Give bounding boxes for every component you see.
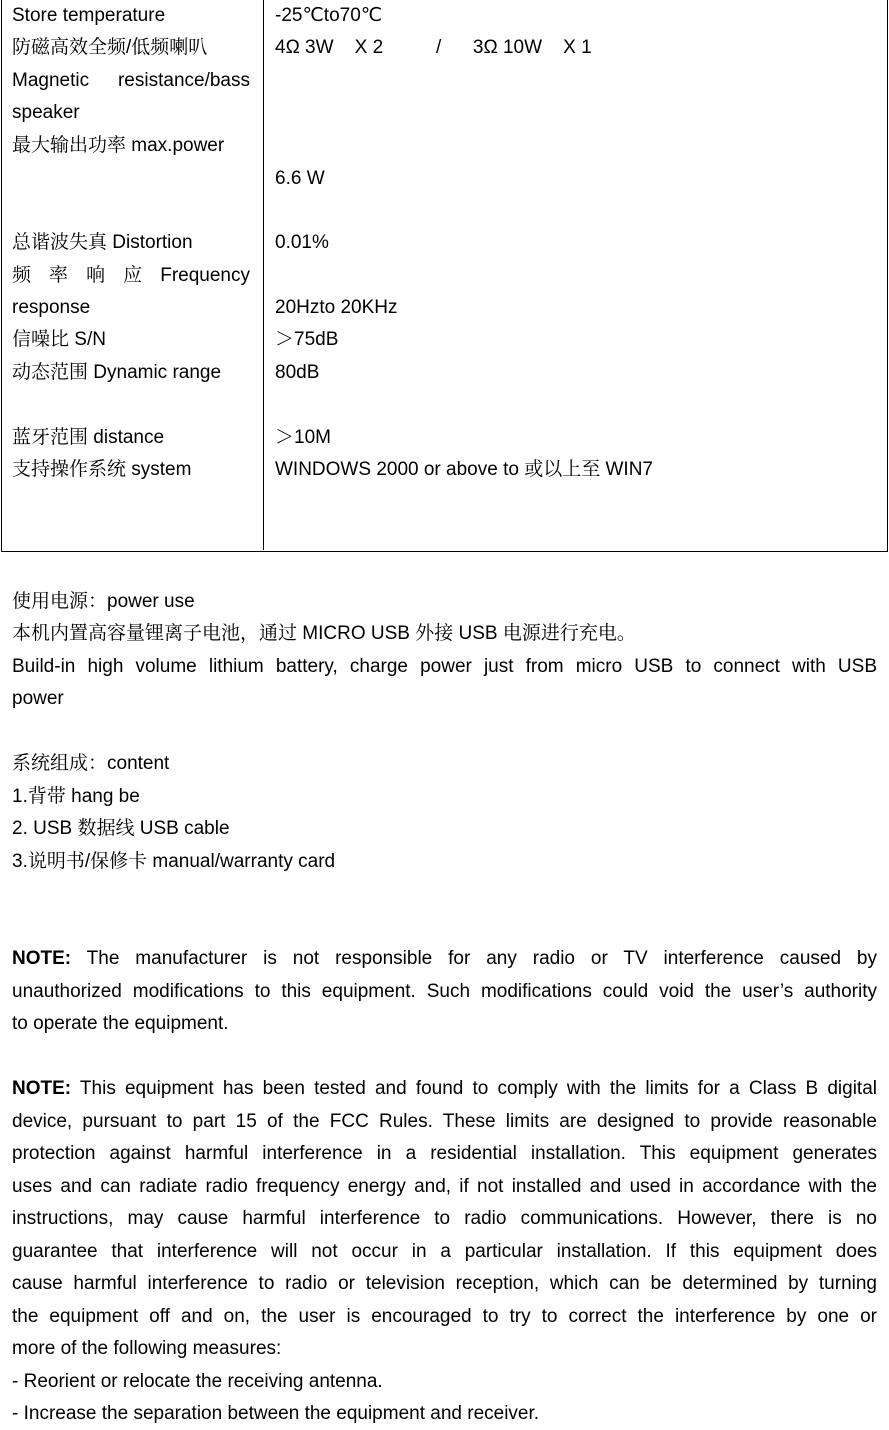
label-os-system: 支持操作系统 system: [12, 459, 192, 480]
label-max-power: 最大输出功率 max.power: [12, 135, 225, 156]
content-item: 1.背带 hang be: [12, 786, 140, 807]
value-dynamic-range: 80dB: [275, 362, 320, 383]
note2-line: device, pursuant to part 15 of the FCC Rules. These limits are designed to provide reasonable: [12, 1111, 877, 1132]
value-bt-distance: ＞10M: [275, 427, 331, 448]
note2-line: instructions, may cause harmful interference to radio communications. However, there is no: [12, 1208, 877, 1229]
power-heading: 使用电源：power use: [12, 591, 195, 612]
note1-label: NOTE:: [12, 948, 72, 969]
note2-line: - Reorient or relocate the receiving antenna.: [12, 1371, 383, 1392]
note1-line3: to operate the equipment.: [12, 1013, 229, 1034]
table-column-divider: [263, 0, 264, 550]
value-frequency: 20Hzto 20KHz: [275, 297, 398, 318]
content-item: 2. USB 数据线 USB cable: [12, 818, 230, 839]
note2-line: uses and can radiate radio frequency energy and, if not installed and used in accordance with the: [12, 1176, 877, 1197]
content-heading: 系统组成：content: [12, 753, 170, 774]
label-snr: 信噪比 S/N: [12, 329, 106, 350]
content-item: 3.说明书/保修卡 manual/warranty card: [12, 851, 336, 872]
note2-line: - Increase the separation between the equipment and receiver.: [12, 1403, 540, 1424]
value-os-system: WINDOWS 2000 or above to 或以上至 WIN7: [275, 459, 653, 480]
power-en-line1: Build-in high volume lithium battery, charge power just from micro USB to connect with USB: [12, 656, 877, 677]
label-bt-distance: 蓝牙范围 distance: [12, 427, 165, 448]
note2-line: more of the following measures:: [12, 1338, 282, 1359]
label-dynamic-range: 动态范围 Dynamic range: [12, 362, 222, 383]
label-speaker-zh: 防磁高效全频/低频喇叭: [12, 37, 208, 58]
note2-line: protection against harmful interference in a residential installation. This equipment generates: [12, 1143, 877, 1164]
note2-label: NOTE:: [12, 1078, 72, 1099]
label-distortion: 总谐波失真 Distortion: [12, 232, 193, 253]
value-max-power: 6.6 W: [275, 168, 325, 189]
label-speaker-en-cont: speaker: [12, 102, 80, 123]
note1-line1: NOTE: The manufacturer is not responsible for any radio or TV interference caused by: [12, 948, 877, 969]
value-store-temperature: -25℃to70℃: [275, 5, 383, 26]
value-speaker: 4Ω 3W X 2 / 3Ω 10W X 1: [275, 37, 592, 58]
power-zh: 本机内置高容量锂离子电池，通过 MICRO USB 外接 USB 电源进行充电。: [12, 623, 636, 644]
note2-line: NOTE: This equipment has been tested and found to comply with the limits for a Class B digital: [12, 1078, 877, 1099]
note2-line: the equipment off and on, the user is encouraged to try to correct the interference by one or: [12, 1306, 877, 1327]
value-snr: ＞75dB: [275, 329, 339, 350]
value-distortion: 0.01%: [275, 232, 329, 253]
label-store-temperature: Store temperature: [12, 5, 166, 26]
label-speaker-en: Magnetic resistance/bass: [12, 70, 250, 91]
label-frequency: 频 率 响 应 Frequency: [12, 265, 250, 286]
label-frequency-cont: response: [12, 297, 91, 318]
note2-line: guarantee that interference will not occur in a particular installation. If this equipment does: [12, 1241, 877, 1262]
note1-line2: unauthorized modifications to this equipment. Such modifications could void the user’s authority: [12, 981, 877, 1002]
power-en-line2: power: [12, 688, 64, 709]
note2-line: cause harmful interference to radio or television reception, which can be determined by turning: [12, 1273, 877, 1294]
